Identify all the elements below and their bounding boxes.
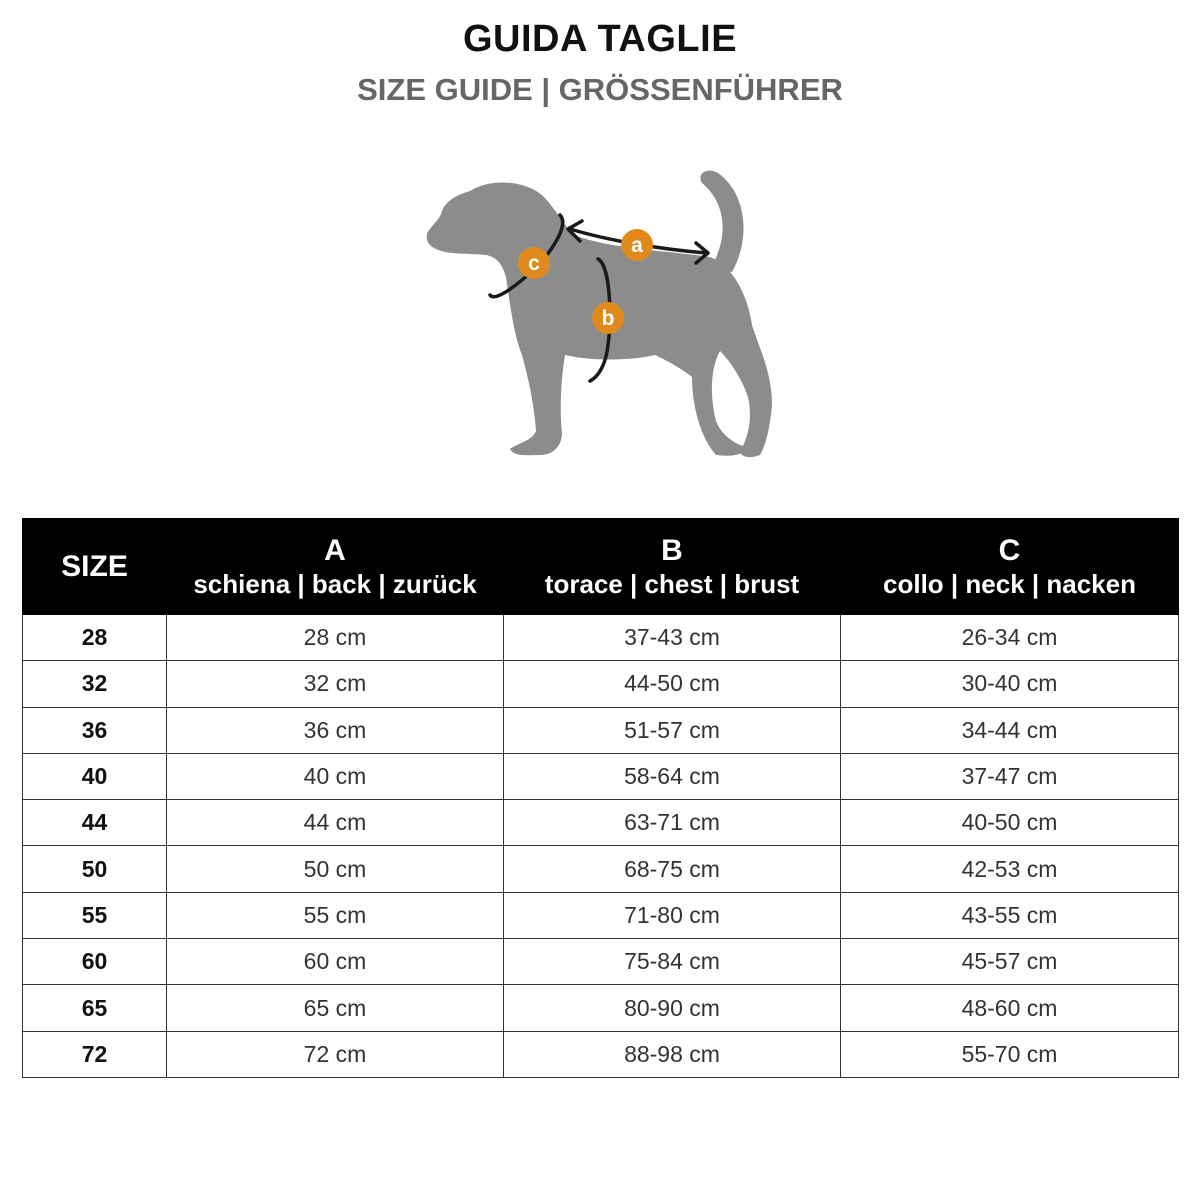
chest-cell: 88-98 cm	[504, 1031, 841, 1077]
table-row	[23, 985, 1179, 1031]
size-cell: 65	[23, 985, 167, 1031]
svg-text:a: a	[631, 234, 643, 257]
header-a-letter: A	[324, 533, 346, 567]
size-cell: 60	[23, 939, 167, 985]
table-row	[23, 615, 1179, 661]
header-a-label: schiena | back | zurück	[193, 568, 477, 599]
table-row	[23, 753, 1179, 799]
svg-text:b: b	[601, 307, 615, 330]
dog-measurement-diagram	[410, 165, 790, 465]
table-row	[23, 661, 1179, 707]
badge-c	[518, 247, 550, 279]
size-table	[22, 518, 1179, 1078]
back-cell: 40 cm	[167, 753, 504, 799]
size-cell: 28	[23, 615, 167, 661]
table-row	[23, 939, 1179, 985]
chest-cell: 58-64 cm	[504, 753, 841, 799]
chest-cell: 51-57 cm	[504, 707, 841, 753]
badge-a	[621, 229, 653, 261]
header-size: SIZE	[23, 519, 167, 615]
header-b	[504, 519, 841, 615]
size-cell: 32	[23, 661, 167, 707]
back-cell: 32 cm	[167, 661, 504, 707]
back-cell: 65 cm	[167, 985, 504, 1031]
size-cell: 44	[23, 800, 167, 846]
neck-cell: 43-55 cm	[841, 892, 1179, 938]
header-b-letter: B	[661, 533, 683, 567]
chest-cell: 44-50 cm	[504, 661, 841, 707]
back-cell: 44 cm	[167, 800, 504, 846]
size-cell: 72	[23, 1031, 167, 1077]
table-row	[23, 846, 1179, 892]
chest-cell: 68-75 cm	[504, 846, 841, 892]
chest-cell: 75-84 cm	[504, 939, 841, 985]
table-row	[23, 707, 1179, 753]
page-subtitle: SIZE GUIDE | GRÖSSENFÜHRER	[357, 72, 843, 107]
neck-cell: 42-53 cm	[841, 846, 1179, 892]
back-cell: 50 cm	[167, 846, 504, 892]
table-header-row	[23, 519, 1179, 615]
neck-cell: 40-50 cm	[841, 800, 1179, 846]
size-cell: 40	[23, 753, 167, 799]
header-c	[841, 519, 1179, 615]
header-c-letter: C	[998, 533, 1021, 567]
back-cell: 55 cm	[167, 892, 504, 938]
back-cell: 28 cm	[167, 615, 504, 661]
size-cell: 55	[23, 892, 167, 938]
neck-cell: 37-47 cm	[841, 753, 1179, 799]
neck-cell: 55-70 cm	[841, 1031, 1179, 1077]
back-cell: 72 cm	[167, 1031, 504, 1077]
table-row	[23, 1031, 1179, 1077]
size-cell: 36	[23, 707, 167, 753]
chest-cell: 71-80 cm	[504, 892, 841, 938]
chest-cell: 37-43 cm	[504, 615, 841, 661]
header-b-label: torace | chest | brust	[544, 568, 800, 599]
back-cell: 36 cm	[167, 707, 504, 753]
table-row	[23, 800, 1179, 846]
neck-cell: 34-44 cm	[841, 707, 1179, 753]
table-row	[23, 892, 1179, 938]
neck-cell: 45-57 cm	[841, 939, 1179, 985]
size-cell: 50	[23, 846, 167, 892]
chest-cell: 80-90 cm	[504, 985, 841, 1031]
neck-cell: 30-40 cm	[841, 661, 1179, 707]
back-cell: 60 cm	[167, 939, 504, 985]
page-title: GUIDA TAGLIE	[462, 18, 738, 60]
header-c-label: collo | neck | nacken	[883, 568, 1136, 599]
header-a	[167, 519, 504, 615]
chest-cell: 63-71 cm	[504, 800, 841, 846]
svg-text:c: c	[528, 252, 540, 275]
neck-cell: 26-34 cm	[841, 615, 1179, 661]
badge-b	[592, 302, 624, 334]
neck-cell: 48-60 cm	[841, 985, 1179, 1031]
